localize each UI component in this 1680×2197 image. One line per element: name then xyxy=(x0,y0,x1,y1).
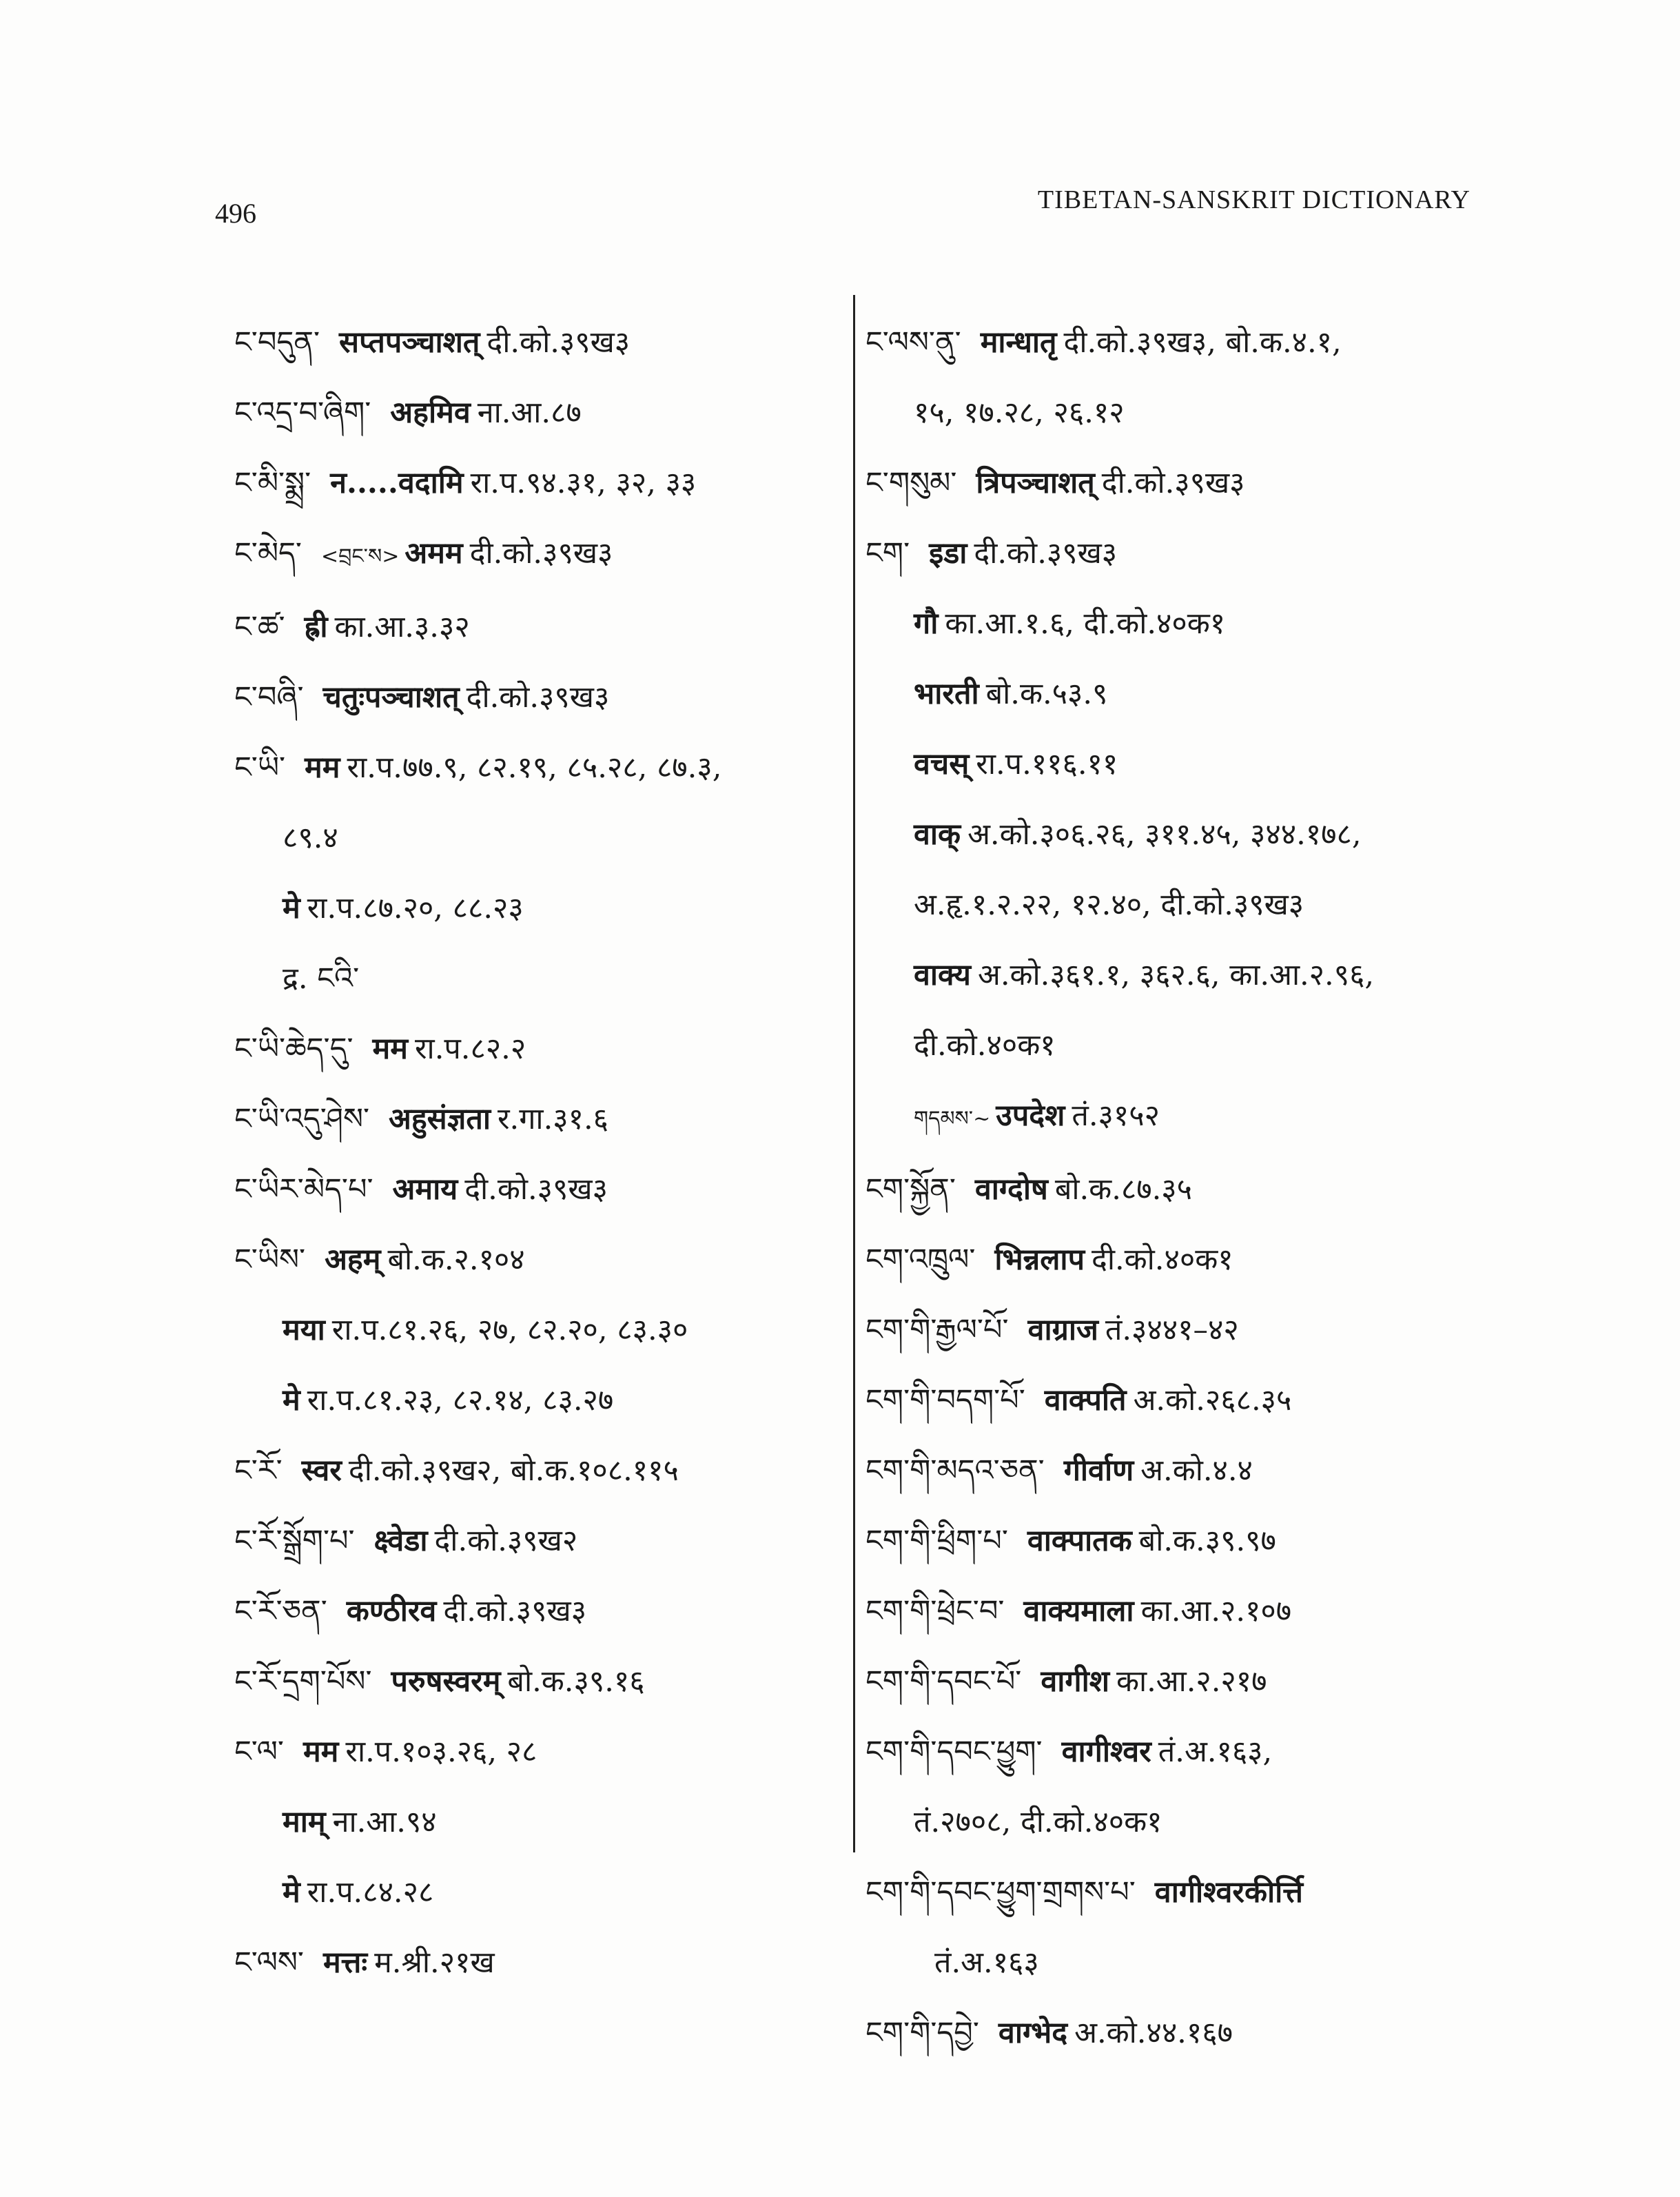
dictionary-entry xyxy=(234,1646,841,1717)
page-number: 496 xyxy=(215,198,256,229)
tibetan-headword: ང་འདྲ་བ་ཞིག་ xyxy=(234,396,371,430)
tibetan-headword: ང་ལས་ནུ་ xyxy=(865,325,961,360)
sanskrit-equivalent: माम् xyxy=(283,1805,326,1839)
sanskrit-equivalent: परुषस्वरम् xyxy=(391,1664,501,1699)
source-reference: तं.२७०८, दी.को.४०क१ xyxy=(914,1805,1162,1839)
tibetan-headword: ང་བཞི་ xyxy=(234,680,304,715)
sanskrit-equivalent: मम xyxy=(303,1735,339,1769)
entry-continuation xyxy=(865,378,1486,448)
dictionary-entry xyxy=(234,448,841,518)
tibetan-headword: ང་ལས་ xyxy=(234,1945,304,1980)
source-reference: तं.अ.१६३, xyxy=(1158,1735,1273,1769)
sanskrit-equivalent: गीर्वाण xyxy=(1063,1453,1134,1488)
source-reference: रा.प.८१.२६, २७, ८२.२०, ८३.३० xyxy=(331,1313,688,1347)
source-reference: दी.को.३९ख२, बो.क.१०८.११५ xyxy=(348,1453,679,1488)
source-reference: अ.को.३६१.१, ३६२.६, का.आ.२.९६, xyxy=(978,958,1375,992)
source-reference: रा.प.८२.२ xyxy=(414,1032,526,1066)
source-reference: तं.३४४१–४२ xyxy=(1105,1313,1239,1347)
dictionary-entry xyxy=(234,1014,841,1084)
source-reference: दी.को.४०क१ xyxy=(914,1028,1056,1063)
entry-continuation xyxy=(865,1928,1486,1998)
sanskrit-equivalent: मम xyxy=(305,750,340,785)
entry-continuation xyxy=(865,589,1486,659)
tibetan-headword: ང་ཡི་ཆེད་དུ་ xyxy=(234,1032,354,1066)
tibetan-headword: ངག་གི་མདའ་ཅན་ xyxy=(865,1453,1045,1488)
source-reference: रा.प.११६.११ xyxy=(976,747,1118,781)
entry-continuation xyxy=(234,943,841,1014)
tibetan-headword: ངག་གི་རྒྱལ་པོ་ xyxy=(865,1313,1009,1347)
dictionary-entry xyxy=(865,1998,1486,2068)
column-divider xyxy=(853,295,855,1852)
tibetan-headword: ང་མི་སྨྲ་ xyxy=(234,466,311,500)
dictionary-entry xyxy=(865,518,1486,589)
sanskrit-equivalent: वाग्दोष xyxy=(974,1172,1048,1207)
source-reference: रा.प.८४.२८ xyxy=(307,1875,434,1910)
sanskrit-equivalent: भारती xyxy=(914,677,979,711)
source-reference: बो.क.८७.३५ xyxy=(1054,1172,1192,1207)
source-reference: र.गा.३१.६ xyxy=(497,1102,608,1136)
source-reference: म.श्री.२१ख xyxy=(374,1945,495,1980)
source-reference: अ.को.२६८.३५ xyxy=(1133,1383,1292,1418)
tibetan-headword: ངག་གི་ཕྲེང་བ་ xyxy=(865,1594,1005,1628)
sanskrit-equivalent: मत्तः xyxy=(322,1945,368,1980)
source-reference: रा.प.१०३.२६, २८ xyxy=(345,1735,537,1769)
sanskrit-equivalent: उपदेश xyxy=(996,1098,1065,1133)
entry-continuation xyxy=(234,873,841,943)
source-reference: दी.को.३९ख२ xyxy=(434,1524,578,1558)
source-reference: बो.क.५३.९ xyxy=(985,677,1108,711)
dictionary-entry xyxy=(865,1646,1486,1717)
sanskrit-equivalent: वागीश xyxy=(1041,1664,1109,1699)
sanskrit-equivalent: वाक् xyxy=(914,817,961,852)
entry-continuation xyxy=(234,803,841,873)
running-head: TIBETAN-SANSKRIT DICTIONARY xyxy=(1037,185,1471,214)
source-reference: अ.को.४.४ xyxy=(1140,1453,1253,1488)
source-reference: अ.हृ.१.२.२२, १२.४०, दी.को.३९ख३ xyxy=(914,888,1304,922)
tibetan-headword: ང་ཡིས་ xyxy=(234,1243,306,1277)
source-reference: दी.को.३९ख३ xyxy=(974,536,1118,571)
entry-continuation xyxy=(865,1081,1486,1154)
entry-continuation xyxy=(234,1787,841,1857)
sanskrit-equivalent: अहम् xyxy=(325,1243,381,1277)
dictionary-entry xyxy=(865,1717,1486,1787)
sanskrit-equivalent: स्वर xyxy=(301,1453,342,1488)
right-column xyxy=(865,307,1486,2068)
sanskrit-equivalent: वागीश्वर xyxy=(1061,1735,1151,1769)
sanskrit-equivalent: गौ xyxy=(914,606,939,641)
dictionary-entry xyxy=(234,1717,841,1787)
sanskrit-equivalent: क्ष्वेडा xyxy=(373,1524,428,1558)
source-reference: का.आ.२.१०७ xyxy=(1140,1594,1292,1628)
source-reference: बो.क.३९.१६ xyxy=(507,1664,645,1699)
entry-continuation xyxy=(865,799,1486,870)
sanskrit-equivalent: मान्धातृ xyxy=(980,325,1057,360)
dictionary-entry xyxy=(865,307,1486,378)
sanskrit-equivalent: न.....वदामि xyxy=(330,466,464,500)
dictionary-entry xyxy=(234,1435,841,1506)
sanskrit-equivalent: सप्तपञ्चाशत् xyxy=(339,325,480,360)
dictionary-entry xyxy=(865,1857,1486,1928)
source-reference: दी.को.३९ख३ xyxy=(466,680,610,715)
dictionary-entry xyxy=(865,1435,1486,1506)
dictionary-entry xyxy=(865,1154,1486,1225)
source-reference: रा.प.९४.३१, ३२, ३३ xyxy=(470,466,697,500)
source-reference: दी.को.३९ख३ xyxy=(486,325,631,360)
source-reference: ना.आ.८७ xyxy=(477,396,582,430)
dictionary-entry xyxy=(234,1506,841,1576)
entry-continuation xyxy=(865,1010,1486,1081)
sanskrit-equivalent: वाग्राज xyxy=(1027,1313,1098,1347)
dictionary-entry xyxy=(865,1225,1486,1295)
entry-continuation xyxy=(865,659,1486,729)
sanskrit-equivalent: भिन्नलाप xyxy=(994,1243,1085,1277)
source-reference: ८९.४ xyxy=(283,821,338,855)
tibetan-headword: ངག་གི་དབང་ཕྱུག་ xyxy=(865,1735,1043,1769)
dictionary-entry xyxy=(865,1295,1486,1365)
tibetan-headword: ངག་འཁྲུལ་ xyxy=(865,1243,976,1277)
dictionary-entry xyxy=(234,1928,841,1998)
source-reference: ना.आ.९४ xyxy=(332,1805,437,1839)
sanskrit-equivalent: वाक्य xyxy=(914,958,971,992)
sanskrit-equivalent: वागीश्वरकीर्त्ति xyxy=(1154,1875,1303,1910)
source-reference: दी.को.३९ख३ xyxy=(1101,466,1245,500)
source-reference: अ.को.४४.१६७ xyxy=(1074,2016,1233,2050)
sanskrit-equivalent: वाग्भेद xyxy=(998,2016,1068,2050)
sanskrit-equivalent: अमम xyxy=(404,536,463,571)
tibetan-headword: ངག་གི་བདག་པོ་ xyxy=(865,1383,1025,1418)
dictionary-entry xyxy=(234,1225,841,1295)
sanskrit-equivalent: वाक्पति xyxy=(1044,1383,1127,1418)
source-reference: द्र. ངའི་ xyxy=(283,961,360,996)
dictionary-entry xyxy=(234,592,841,662)
tibetan-headword: ང་མེད་ xyxy=(234,536,302,571)
source-reference: १५, १७.२८, २६.१२ xyxy=(914,396,1125,430)
dictionary-entry xyxy=(865,1365,1486,1435)
tibetan-headword: ང་ཡི་འདུ་ཤེས་ xyxy=(234,1102,369,1136)
entry-continuation xyxy=(865,729,1486,799)
source-reference: अ.को.३०६.२६, ३११.४५, ३४४.१७८, xyxy=(967,817,1362,852)
source-reference: दी.को.३९ख३ xyxy=(469,536,613,571)
tibetan-headword: ང་ཡིར་མེད་པ་ xyxy=(234,1172,373,1207)
sanskrit-equivalent: अमाय xyxy=(392,1172,458,1207)
sanskrit-equivalent: वचस् xyxy=(914,747,970,781)
sanskrit-equivalent: वाक्पातक xyxy=(1027,1524,1132,1558)
sanskrit-equivalent: अहमिव xyxy=(390,396,471,430)
tibetan-headword: ང་རོ་སྒྲོག་པ་ xyxy=(234,1524,355,1558)
sanskrit-equivalent: मे xyxy=(283,1383,300,1418)
dictionary-entry xyxy=(234,307,841,378)
tibetan-headword: ངག་གི་དབང་ཕྱུག་གྲགས་པ་ xyxy=(865,1875,1136,1910)
dictionary-entry xyxy=(865,1576,1486,1646)
tibetan-headword: ང་ཚ་ xyxy=(234,610,285,644)
source-reference: बो.क.२.१०४ xyxy=(387,1243,525,1277)
dictionary-entry xyxy=(234,662,841,733)
source-reference: का.आ.३.३२ xyxy=(334,610,470,644)
tibetan-headword: ང་ལ་ xyxy=(234,1735,284,1769)
source-reference: रा.प.७७.९, ८२.१९, ८५.२८, ८७.३, xyxy=(347,750,722,785)
sanskrit-equivalent: त्रिपञ्चाशत् xyxy=(976,466,1095,500)
sanskrit-equivalent: चतुःपञ्चाशत् xyxy=(322,680,460,715)
sanskrit-equivalent: अहुसंज्ञता xyxy=(389,1102,491,1136)
entry-note: <བྲང་ས> xyxy=(320,544,400,569)
source-reference: दी.को.३९ख३ xyxy=(443,1594,587,1628)
dictionary-entry xyxy=(234,1576,841,1646)
tibetan-headword: ང་རོ་ xyxy=(234,1453,283,1488)
dictionary-entry xyxy=(865,448,1486,518)
tibetan-headword: ངག་གི་དབྱེ་ xyxy=(865,2016,979,2050)
dictionary-entry xyxy=(234,1154,841,1225)
sanskrit-equivalent: वाक्यमाला xyxy=(1023,1594,1134,1628)
sanskrit-equivalent: इडा xyxy=(929,536,967,571)
sanskrit-equivalent: मे xyxy=(283,1875,300,1910)
sanskrit-equivalent: कण्ठीरव xyxy=(346,1594,437,1628)
entry-continuation xyxy=(865,1787,1486,1857)
tibetan-compound: གདམས་~ xyxy=(914,1107,991,1131)
entry-continuation xyxy=(865,940,1486,1010)
source-reference: तं.३१५२ xyxy=(1072,1098,1160,1133)
dictionary-entry xyxy=(865,1506,1486,1576)
sanskrit-equivalent: मम xyxy=(372,1032,408,1066)
source-reference: दी.को.४०क१ xyxy=(1092,1243,1233,1277)
dictionary-entry xyxy=(234,733,841,803)
left-column xyxy=(234,307,841,1998)
tibetan-headword: ངག་སྐྱོན་ xyxy=(865,1172,956,1207)
tibetan-headword: ང་ཡི་ xyxy=(234,750,286,785)
source-reference: का.आ.१.६, दी.को.४०क१ xyxy=(945,606,1226,641)
tibetan-headword: ངག་ xyxy=(865,536,910,571)
source-reference: दी.को.३९ख३, बो.क.४.१, xyxy=(1063,325,1342,360)
dictionary-entry xyxy=(234,1084,841,1154)
entry-continuation xyxy=(234,1295,841,1365)
dictionary-entry xyxy=(234,518,841,592)
tibetan-headword: ང་རོ་ཅན་ xyxy=(234,1594,327,1628)
entry-continuation xyxy=(234,1365,841,1435)
source-reference: रा.प.८७.२०, ८८.२३ xyxy=(307,891,524,926)
source-reference: का.आ.२.२१७ xyxy=(1116,1664,1267,1699)
source-reference: दी.को.३९ख३ xyxy=(464,1172,608,1207)
entry-continuation xyxy=(234,1857,841,1928)
entry-continuation xyxy=(865,870,1486,940)
tibetan-headword: ང་རོ་དྲག་པོས་ xyxy=(234,1664,372,1699)
source-reference: बो.क.३९.९७ xyxy=(1138,1524,1276,1558)
tibetan-headword: ང་གསུམ་ xyxy=(865,466,957,500)
tibetan-headword: ངག་གི་དབང་པོ་ xyxy=(865,1664,1022,1699)
tibetan-headword: ང་བདུན་ xyxy=(234,325,320,360)
source-reference: तं.अ.१६३ xyxy=(934,1945,1039,1980)
sanskrit-equivalent: ह्री xyxy=(304,610,328,644)
sanskrit-equivalent: मे xyxy=(283,891,300,926)
source-reference: रा.प.८१.२३, ८२.१४, ८३.२७ xyxy=(307,1383,614,1418)
tibetan-headword: ངག་གི་ཕྲིག་པ་ xyxy=(865,1524,1008,1558)
dictionary-entry xyxy=(234,378,841,448)
sanskrit-equivalent: मया xyxy=(283,1313,325,1347)
